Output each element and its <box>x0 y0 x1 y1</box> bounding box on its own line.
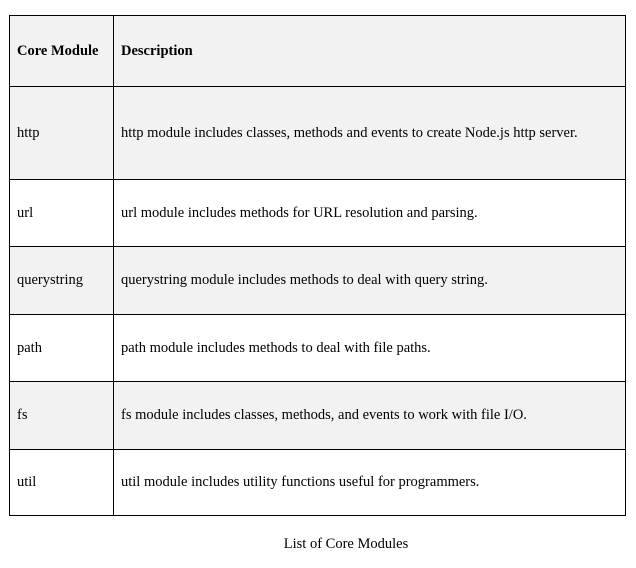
table-row <box>10 315 626 382</box>
module-description-cell: http module includes classes, methods and events to create Node.js http server. <box>114 87 626 180</box>
table-row <box>10 87 626 180</box>
core-modules-table <box>9 15 626 516</box>
module-name-cell: http <box>10 87 114 180</box>
module-description-cell: url module includes methods for URL resolution and parsing. <box>114 180 626 247</box>
module-description-cell: fs module includes classes, methods, and events to work with file I/O. <box>114 382 626 450</box>
module-name-cell: path <box>10 315 114 382</box>
module-name-cell: fs <box>10 382 114 450</box>
module-name-cell: url <box>10 180 114 247</box>
header-description: Description <box>114 16 626 87</box>
table-row <box>10 382 626 450</box>
module-description-cell: util module includes utility functions useful for programmers. <box>114 450 626 516</box>
module-description-cell: path module includes methods to deal with file paths. <box>114 315 626 382</box>
table-row <box>10 450 626 516</box>
module-name-cell: util <box>10 450 114 516</box>
table-header-row <box>10 16 626 87</box>
table-caption: List of Core Modules <box>283 536 409 552</box>
module-description-cell: querystring module includes methods to deal with query string. <box>114 247 626 315</box>
header-core-module: Core Module <box>10 16 114 87</box>
module-name-cell: querystring <box>10 247 114 315</box>
table-row <box>10 247 626 315</box>
table-row <box>10 180 626 247</box>
